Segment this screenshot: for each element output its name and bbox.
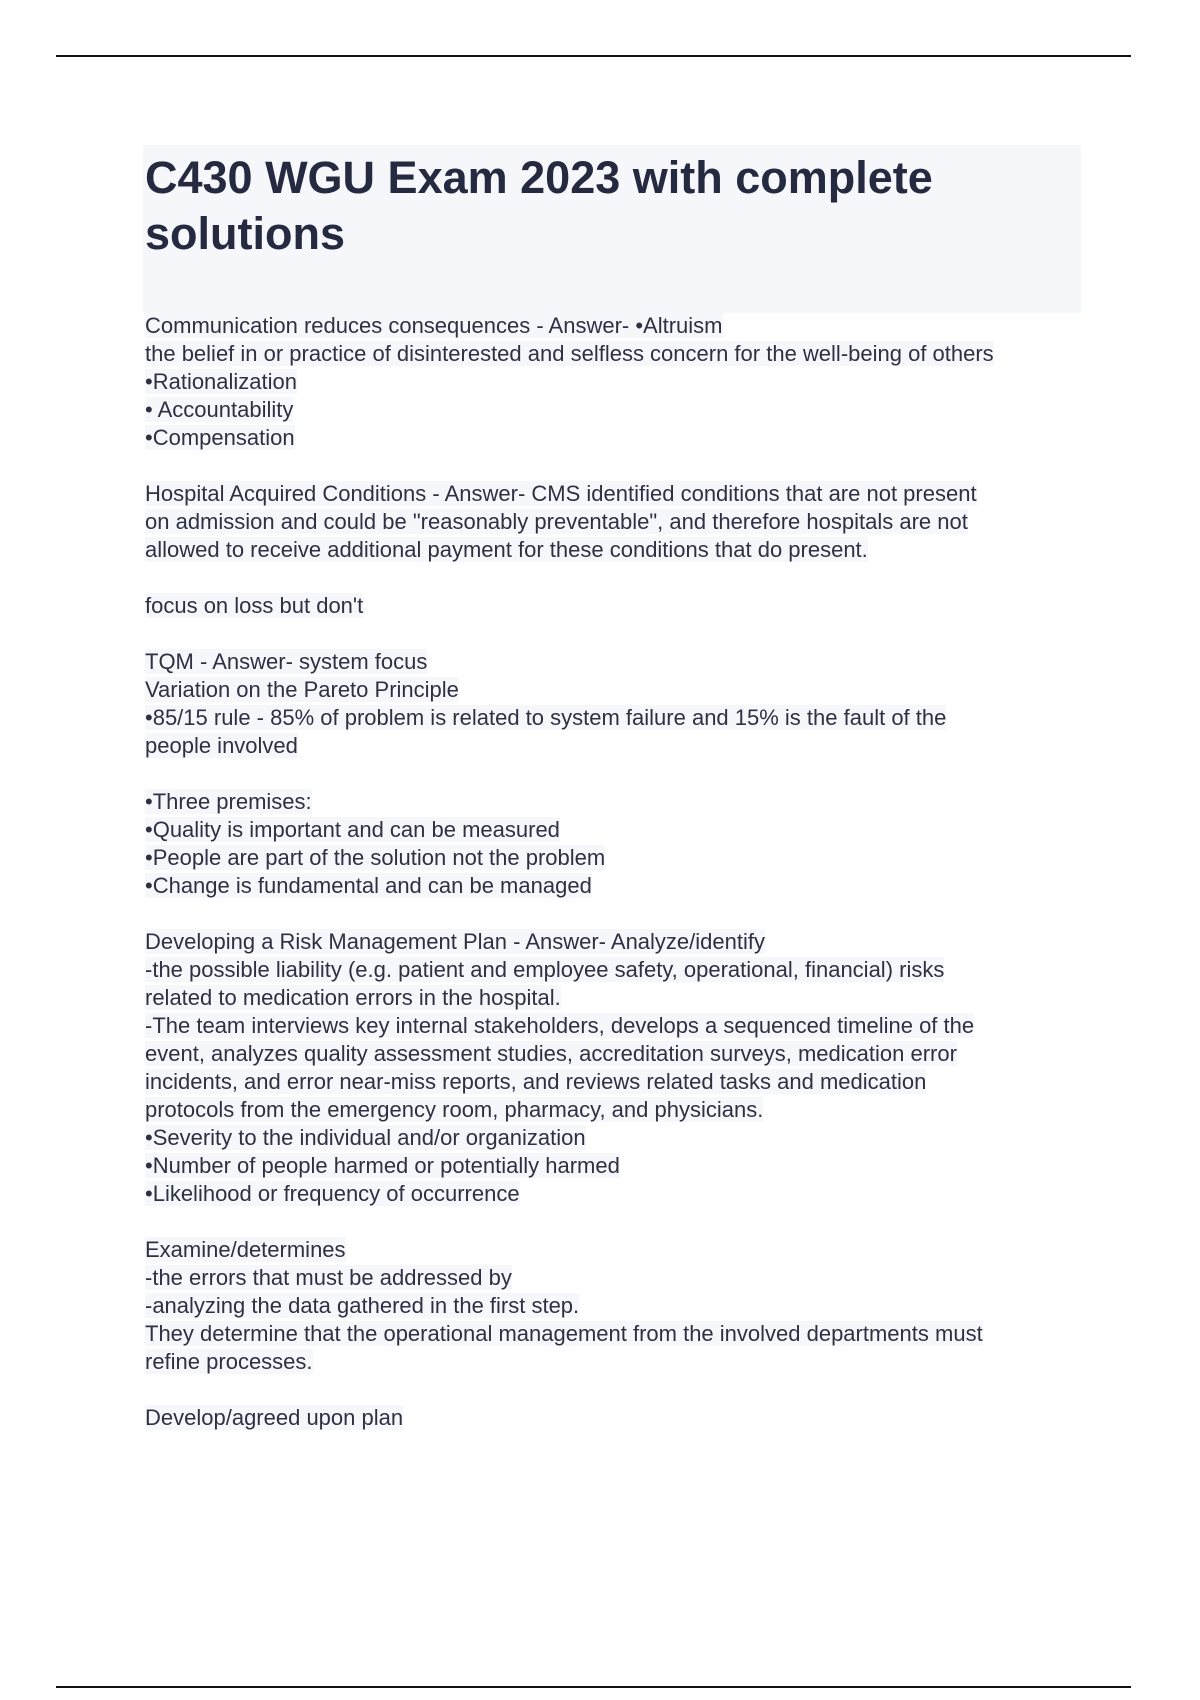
paragraph-gap bbox=[145, 900, 1145, 928]
text-line bbox=[145, 480, 1145, 508]
text-line-content: Examine/determines bbox=[145, 1237, 346, 1262]
text-line-content: -The team interviews key internal stakeholders, develops a sequenced timeline of the bbox=[145, 1013, 975, 1038]
text-line bbox=[145, 788, 1145, 816]
page-title-line-1: C430 WGU Exam 2023 with complete bbox=[145, 152, 933, 203]
text-line bbox=[145, 508, 1145, 536]
text-line bbox=[145, 676, 1145, 704]
text-line bbox=[145, 816, 1145, 844]
page-title bbox=[145, 145, 1081, 262]
text-line-content: -the errors that must be addressed by bbox=[145, 1265, 512, 1290]
text-line-content: •Number of people harmed or potentially harmed bbox=[145, 1153, 620, 1178]
text-line bbox=[145, 1292, 1145, 1320]
text-line bbox=[145, 1096, 1145, 1124]
title-block bbox=[143, 145, 1081, 313]
text-line-content: focus on loss but don't bbox=[145, 593, 364, 618]
bottom-rule bbox=[56, 1686, 1131, 1688]
text-line-content: •Rationalization bbox=[145, 369, 298, 394]
text-line bbox=[145, 872, 1145, 900]
text-line bbox=[145, 368, 1145, 396]
text-line bbox=[145, 1236, 1145, 1264]
text-line-content: They determine that the operational management from the involved departments must bbox=[145, 1321, 983, 1346]
text-line bbox=[145, 1348, 1145, 1376]
text-line-content: Communication reduces consequences - Answer- •Altruism bbox=[145, 313, 723, 338]
text-line-content: -analyzing the data gathered in the first step. bbox=[145, 1293, 580, 1318]
document-body bbox=[145, 312, 1145, 1432]
text-line bbox=[145, 1012, 1145, 1040]
text-line bbox=[145, 1068, 1145, 1096]
text-line-content: TQM - Answer- system focus bbox=[145, 649, 428, 674]
text-line-content: •Likelihood or frequency of occurrence bbox=[145, 1181, 520, 1206]
text-line-content: refine processes. bbox=[145, 1349, 313, 1374]
text-line bbox=[145, 1124, 1145, 1152]
text-line bbox=[145, 732, 1145, 760]
paragraph-gap bbox=[145, 620, 1145, 648]
text-line bbox=[145, 592, 1145, 620]
text-line bbox=[145, 844, 1145, 872]
paragraph-gap bbox=[145, 564, 1145, 592]
text-line bbox=[145, 984, 1145, 1012]
text-line bbox=[145, 536, 1145, 564]
text-line bbox=[145, 312, 1145, 340]
paragraph-gap bbox=[145, 1208, 1145, 1236]
text-line-content: •Quality is important and can be measured bbox=[145, 817, 560, 842]
text-line bbox=[145, 956, 1145, 984]
text-line-content: on admission and could be "reasonably preventable", and therefore hospitals are not bbox=[145, 509, 968, 534]
text-line-content: Variation on the Pareto Principle bbox=[145, 677, 459, 702]
text-line bbox=[145, 424, 1145, 452]
text-line-content: Developing a Risk Management Plan - Answer- Analyze/identify bbox=[145, 929, 765, 954]
text-line-content: Develop/agreed upon plan bbox=[145, 1405, 404, 1430]
text-line bbox=[145, 704, 1145, 732]
text-line-content: incidents, and error near-miss reports, and reviews related tasks and medication bbox=[145, 1069, 927, 1094]
text-line bbox=[145, 1040, 1145, 1068]
text-line bbox=[145, 1320, 1145, 1348]
text-line bbox=[145, 1180, 1145, 1208]
text-line-content: event, analyzes quality assessment studies, accreditation surveys, medication error bbox=[145, 1041, 957, 1066]
text-line-content: allowed to receive additional payment for these conditions that do present. bbox=[145, 537, 868, 562]
text-line-content: related to medication errors in the hospital. bbox=[145, 985, 561, 1010]
text-line-content: -the possible liability (e.g. patient and employee safety, operational, financial) risks bbox=[145, 957, 945, 982]
paragraph-gap bbox=[145, 452, 1145, 480]
top-rule bbox=[56, 55, 1131, 57]
text-line bbox=[145, 396, 1145, 424]
text-line-content: • Accountability bbox=[145, 397, 294, 422]
text-line-content: •Three premises: bbox=[145, 789, 312, 814]
text-line-content: the belief in or practice of disinterested and selfless concern for the well-being of others bbox=[145, 341, 994, 366]
text-line bbox=[145, 1152, 1145, 1180]
text-line bbox=[145, 1404, 1145, 1432]
text-line bbox=[145, 648, 1145, 676]
text-line-content: •People are part of the solution not the problem bbox=[145, 845, 606, 870]
text-line-content: people involved bbox=[145, 733, 298, 758]
text-line-content: •Change is fundamental and can be managed bbox=[145, 873, 592, 898]
text-line-content: •85/15 rule - 85% of problem is related to system failure and 15% is the fault of the bbox=[145, 705, 947, 730]
text-line bbox=[145, 340, 1145, 368]
text-line-content: •Severity to the individual and/or organization bbox=[145, 1125, 586, 1150]
page-title-line-2: solutions bbox=[145, 208, 345, 259]
paragraph-gap bbox=[145, 1376, 1145, 1404]
text-line-content: protocols from the emergency room, pharmacy, and physicians. bbox=[145, 1097, 764, 1122]
text-line-content: Hospital Acquired Conditions - Answer- CMS identified conditions that are not present bbox=[145, 481, 977, 506]
text-line bbox=[145, 1264, 1145, 1292]
text-line bbox=[145, 928, 1145, 956]
paragraph-gap bbox=[145, 760, 1145, 788]
text-line-content: •Compensation bbox=[145, 425, 295, 450]
